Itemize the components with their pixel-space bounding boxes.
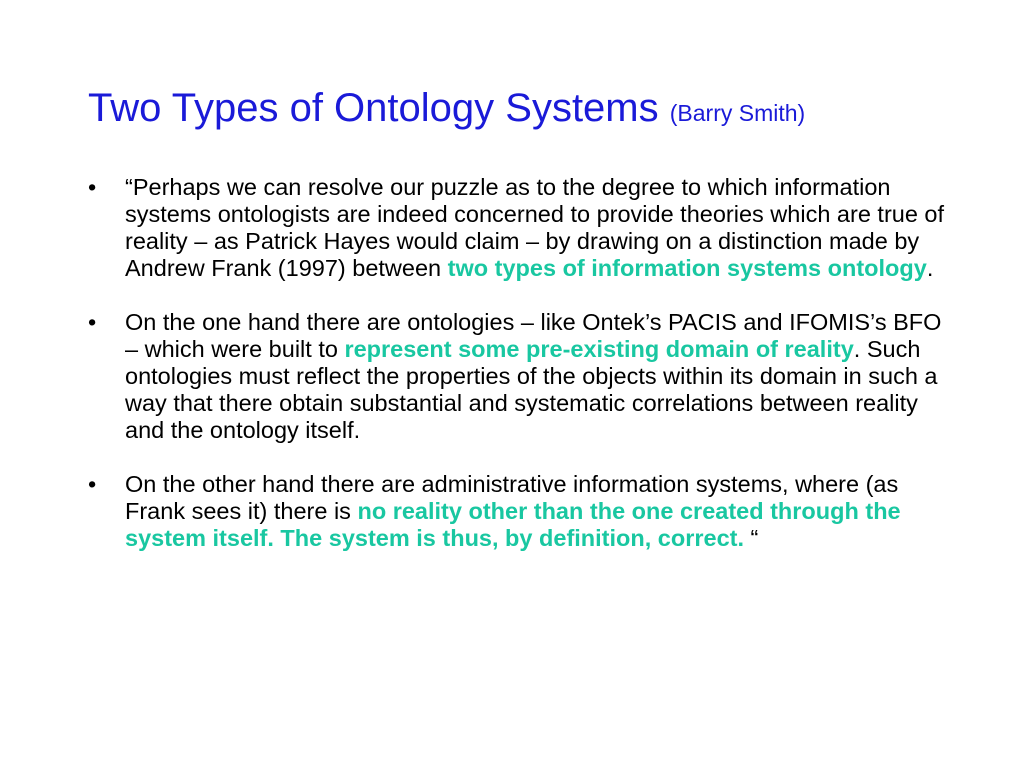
bullet-item xyxy=(80,471,960,552)
bullet-highlight: represent some pre-existing domain of reality xyxy=(344,336,854,362)
bullet-text-end: . xyxy=(926,255,934,281)
bullet-marker: • xyxy=(88,471,97,497)
bullet-item xyxy=(80,309,960,444)
bullet-highlight: two types of information systems ontology xyxy=(447,255,927,281)
bullet-text: On the one hand there are ontologies – like Ontek’s PACIS and IFOMIS’s BFO – which were built to xyxy=(125,309,942,362)
bullet-list xyxy=(80,174,960,552)
slide-title xyxy=(88,84,805,137)
bullet-text-end: . Such ontologies must reflect the properties of the objects within its domain in such a way that there obtain substantial and systematic correlations between reality and the ontology itself. xyxy=(125,336,938,443)
bullet-item xyxy=(80,174,960,282)
bullet-marker: • xyxy=(88,309,97,335)
bullet-marker: • xyxy=(88,174,97,200)
title-text: Two Types of Ontology Systems xyxy=(88,86,659,130)
title-attribution: (Barry Smith) xyxy=(669,100,806,126)
bullet-highlight: no reality other than the one created through the system itself. The system is thus, by definition, correct. xyxy=(125,498,901,551)
bullet-text-end: “ xyxy=(744,525,759,551)
bullet-text: On the other hand there are administrative information systems, where (as Frank sees it) there is xyxy=(125,471,899,524)
bullet-text: “Perhaps we can resolve our puzzle as to the degree to which information systems ontologists are indeed concerned to provide theories which are true of reality – as Patrick Hayes would claim – by drawing on a distinction made by Andrew Frank (1997) between xyxy=(125,174,945,281)
